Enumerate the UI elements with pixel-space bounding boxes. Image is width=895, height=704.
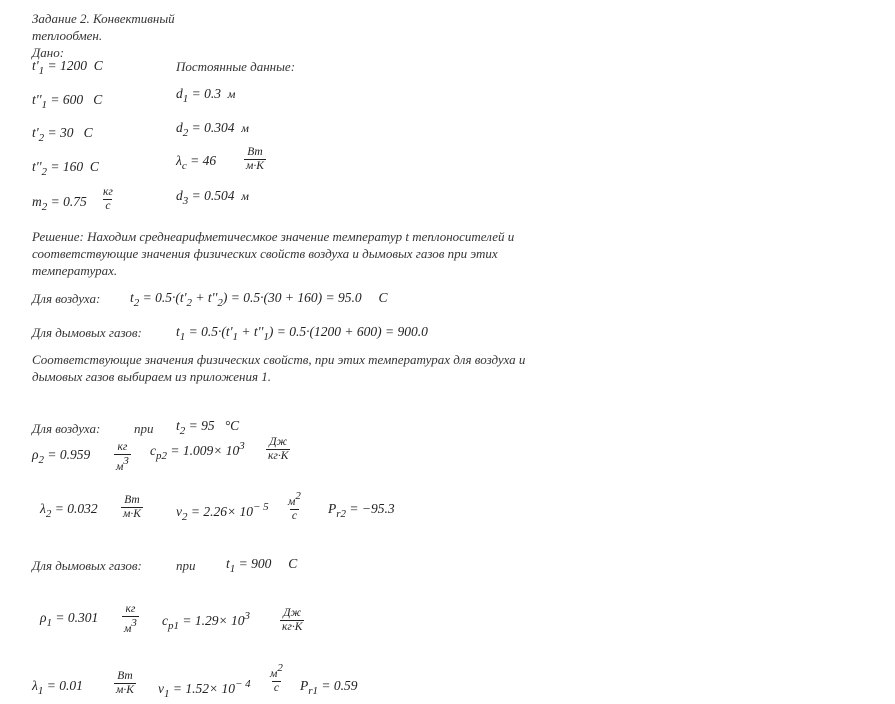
const-lambda-c-unit: Вт м·К <box>246 146 264 172</box>
gas-props-at: при <box>176 558 196 573</box>
gas-lambda-unit: Вт м·К <box>116 670 134 696</box>
air-rho: $\rho_2 = 0.959$ <box>32 447 91 466</box>
task-title-line2: теплообмен. <box>32 28 103 43</box>
task-title-line1: Задание 2. Конвективный <box>32 11 175 26</box>
gas-cp-unit: Дж кг·К <box>282 607 303 633</box>
given-t1p: $t'_1 = 1200$ C <box>32 58 103 77</box>
air-cp-unit: Дж кг·К <box>268 436 289 462</box>
air-props-at: при <box>134 421 154 436</box>
const-d2: $d_2 = 0.304$ м <box>176 120 249 139</box>
const-d1: $d_1 = 0.3$ м <box>176 86 236 105</box>
gas-formula: $t_1 = 0.5\cdot(t'_1 + t''_1) = 0.5\cdot(1200 + 600) = 900.0$ <box>176 324 428 343</box>
gas-props-temp: $t_1 = 900$ C <box>226 556 298 575</box>
air-cp: $c_{p2} = 1.009\times 10^3$ <box>150 440 245 462</box>
task-title <box>32 10 175 61</box>
air-props-temp: $t_2 = 95$ °C <box>176 418 240 437</box>
const-lambda-c: $\lambda_c = 46$ <box>176 153 217 172</box>
air-label: Для воздуха: <box>32 291 101 306</box>
props-text: Соответствующие значения физических свойств, при этих температурах для воздуха и дымовых газов выбираем из приложения 1. <box>32 352 526 384</box>
given-t1pp: $t''_1 = 600$ C <box>32 92 103 111</box>
air-formula: $t_2 = 0.5\cdot(t'_2 + t''_2) = 0.5\cdot(30 + 160) = 95.0$ C <box>130 290 388 309</box>
air-lambda: $\lambda_2 = 0.032$ <box>40 501 98 520</box>
given-m2-unit: кг с <box>103 186 113 212</box>
gas-pr: $P_{r1} = 0.59$ <box>300 678 358 697</box>
gas-rho: $\rho_1 = 0.301$ <box>40 610 99 629</box>
gas-label: Для дымовых газов: <box>32 325 142 340</box>
given-m2: $m_2 = 0.75$ <box>32 194 87 213</box>
air-props-label: Для воздуха: <box>32 421 101 436</box>
gas-nu: $\nu_1 = 1.52\times 10^{- 4}$ <box>158 678 251 700</box>
air-nu: $\nu_2 = 2.26\times 10^{- 5}$ <box>176 501 269 523</box>
gas-nu-unit: м2 с <box>270 662 283 694</box>
solution-text: Решение: Находим среднеарифметичесмкое значение температур t теплоносителей и соответствующие значения физических свойств воздуха и дымовых газов при этих температурах. <box>32 229 515 278</box>
air-rho-unit: кг м3 <box>116 441 129 473</box>
constants-title: Постоянные данные: <box>176 59 296 74</box>
air-nu-unit: м2 с <box>288 490 301 522</box>
const-d3: $d_3 = 0.504$ м <box>176 188 249 207</box>
air-lambda-unit: Вт м·К <box>123 494 141 520</box>
air-pr: $P_{r2} = -95.3$ <box>328 501 395 520</box>
gas-cp: $c_{p1} = 1.29\times 10^3$ <box>162 610 250 632</box>
given-t2p: $t'_2 = 30$ C <box>32 125 93 144</box>
given-label: Дано: <box>32 45 65 60</box>
gas-props-label: Для дымовых газов: <box>32 558 142 573</box>
gas-rho-unit: кг м3 <box>124 603 137 635</box>
gas-lambda: $\lambda_1 = 0.01$ <box>32 678 83 697</box>
given-t2pp: $t''_2 = 160$ C <box>32 159 99 178</box>
